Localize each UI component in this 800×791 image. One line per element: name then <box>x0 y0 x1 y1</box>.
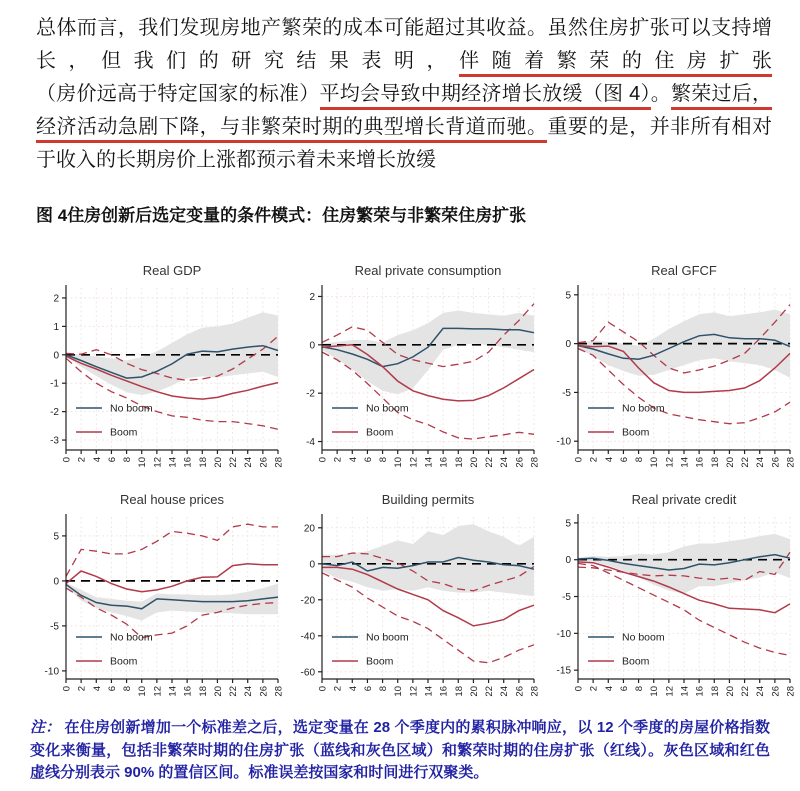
x-tick-label: 6 <box>106 457 118 463</box>
x-tick-label: 16 <box>438 686 450 697</box>
x-tick-label: 4 <box>603 686 615 692</box>
noboom-confidence-band <box>578 534 790 594</box>
x-tick-label: 14 <box>679 686 691 697</box>
x-tick-label: 18 <box>453 686 465 697</box>
chart-real-private-consumption <box>284 259 540 476</box>
x-tick-label: 18 <box>453 457 465 468</box>
chart-real-private-credit <box>540 488 796 705</box>
x-tick-label: 12 <box>664 686 676 697</box>
x-tick-label: 8 <box>122 686 134 692</box>
intro-segment-underlined: 伴随着繁荣的住房扩张 <box>459 50 772 77</box>
x-tick-label: 2 <box>76 686 88 692</box>
x-tick-label: 0 <box>317 686 329 692</box>
legend-label-noboom: No boom <box>110 402 153 415</box>
x-tick-label: 20 <box>468 686 480 697</box>
x-tick-label: 14 <box>679 457 691 468</box>
x-tick-label: 0 <box>573 686 585 692</box>
x-tick-label: 8 <box>634 686 646 692</box>
x-tick-label: 8 <box>634 457 646 463</box>
chart-real-house-prices <box>28 488 284 705</box>
x-tick-label: 0 <box>61 686 73 692</box>
x-tick-label: 10 <box>393 686 405 697</box>
intro-segment: 重要的是，并非所有相对于收入的长期房价上涨都预示着未来增长放缓 <box>36 116 773 171</box>
x-tick-label: 20 <box>212 686 224 697</box>
x-tick-label: 10 <box>137 457 149 468</box>
intro-segment: 总体而言，我们发现房地产繁荣的成本可能超过其收益。虽然住房扩张可以支持增长，但我们的研究结果表明， <box>36 17 772 72</box>
x-tick-label: 26 <box>258 686 270 697</box>
noboom-confidence-band <box>322 524 534 596</box>
x-tick-label: 14 <box>423 686 435 697</box>
chart-title: Building permits <box>381 492 475 507</box>
x-tick-label: 22 <box>484 457 496 468</box>
x-tick-label: 4 <box>347 686 359 692</box>
chart-svg-3 <box>28 488 284 705</box>
y-tick-label: -4 <box>306 437 315 449</box>
x-tick-label: 28 <box>785 457 796 468</box>
y-tick-label: -15 <box>556 665 571 677</box>
chart-svg-1 <box>284 259 540 476</box>
x-tick-label: 12 <box>152 686 164 697</box>
x-tick-label: 20 <box>724 457 736 468</box>
y-tick-label: 2 <box>53 293 59 305</box>
x-tick-label: 16 <box>438 457 450 468</box>
x-tick-label: 6 <box>618 457 630 463</box>
y-tick-label: 0 <box>53 576 59 588</box>
x-tick-label: 24 <box>243 457 255 468</box>
chart-building-permits <box>284 488 540 705</box>
chart-svg-5 <box>540 488 796 705</box>
x-tick-label: 2 <box>588 457 600 463</box>
x-tick-label: 6 <box>362 457 374 463</box>
legend-label-noboom: No boom <box>110 631 153 644</box>
figure-note-text: 在住房创新增加一个标准差之后，选定变量在 28 个季度内的累积脉冲响应，以 12 个季度的房屋价格指数变化来衡量，包括非繁荣时期的住房扩张（蓝线和灰色区域）和繁荣时期的住房扩张（红线）。灰色区域和红色虚线分别表示 90% 的置信区间。标准误差按国家和时间进行双聚类。 <box>30 719 770 781</box>
chart-title: Real GDP <box>142 263 202 278</box>
figure-note <box>30 717 770 785</box>
x-tick-label: 24 <box>243 686 255 697</box>
x-tick-label: 12 <box>664 457 676 468</box>
y-tick-label: 0 <box>565 555 571 567</box>
y-tick-label: 0 <box>565 339 571 351</box>
noboom-confidence-band <box>66 583 278 621</box>
x-tick-label: 18 <box>709 457 721 468</box>
x-tick-label: 12 <box>408 457 420 468</box>
figure-caption <box>36 203 800 229</box>
legend-label-boom: Boom <box>110 426 138 439</box>
y-tick-label: -5 <box>562 592 571 604</box>
x-tick-label: 14 <box>167 457 179 468</box>
x-tick-label: 4 <box>91 457 103 463</box>
y-tick-label: -3 <box>50 435 59 447</box>
y-tick-label: 0 <box>309 340 315 352</box>
y-tick-label: 5 <box>565 518 571 530</box>
intro-segment: （房价远高于特定国家的标准） <box>36 83 320 105</box>
chart-svg-4 <box>284 488 540 705</box>
figure-caption-number: 图 4 <box>36 206 68 225</box>
x-tick-label: 6 <box>362 686 374 692</box>
x-tick-label: 22 <box>228 457 240 468</box>
x-tick-label: 12 <box>408 686 420 697</box>
x-tick-label: 10 <box>649 686 661 697</box>
x-tick-label: 14 <box>423 457 435 468</box>
y-tick-label: 1 <box>53 321 59 333</box>
legend-label-noboom: No boom <box>366 631 409 644</box>
chart-svg-0 <box>28 259 284 476</box>
x-tick-label: 18 <box>197 457 209 468</box>
y-tick-label: 20 <box>303 523 315 535</box>
y-tick-label: -10 <box>556 436 571 448</box>
y-tick-label: -10 <box>556 628 571 640</box>
y-tick-label: -2 <box>50 407 59 419</box>
y-tick-label: 5 <box>53 531 59 543</box>
x-tick-label: 2 <box>588 686 600 692</box>
x-tick-label: 6 <box>106 686 118 692</box>
x-tick-label: 22 <box>484 686 496 697</box>
chart-title: Real private credit <box>631 492 737 507</box>
x-tick-label: 20 <box>212 457 224 468</box>
y-tick-label: -20 <box>300 595 315 607</box>
legend-label-boom: Boom <box>366 426 394 439</box>
legend-label-boom: Boom <box>622 655 650 668</box>
y-tick-label: 0 <box>309 559 315 571</box>
y-tick-label: -5 <box>50 621 59 633</box>
x-tick-label: 22 <box>740 457 752 468</box>
chart-real-gfcf <box>540 259 796 476</box>
x-tick-label: 20 <box>468 457 480 468</box>
y-tick-label: -40 <box>300 631 315 643</box>
y-tick-label: -60 <box>300 667 315 679</box>
intro-segment: 。 <box>650 83 672 105</box>
x-tick-label: 12 <box>152 457 164 468</box>
y-tick-label: -10 <box>44 666 59 678</box>
x-tick-label: 26 <box>514 457 526 468</box>
x-tick-label: 24 <box>499 457 511 468</box>
y-tick-label: -5 <box>562 387 571 399</box>
x-tick-label: 24 <box>755 686 767 697</box>
x-tick-label: 16 <box>182 686 194 697</box>
intro-segment-underlined: 平均会导致中期经济增长放缓（图 4） <box>320 83 651 110</box>
chart-title: Real house prices <box>119 492 225 507</box>
y-tick-label: -2 <box>306 388 315 400</box>
legend-label-boom: Boom <box>366 655 394 668</box>
intro-paragraph <box>36 12 772 177</box>
x-tick-label: 22 <box>740 686 752 697</box>
x-tick-label: 16 <box>182 457 194 468</box>
y-tick-label: -1 <box>50 378 59 390</box>
x-tick-label: 14 <box>167 686 179 697</box>
y-tick-label: 5 <box>565 290 571 302</box>
legend-label-boom: Boom <box>110 655 138 668</box>
legend-label-boom: Boom <box>622 426 650 439</box>
x-tick-label: 10 <box>649 457 661 468</box>
noboom-confidence-band <box>322 311 534 395</box>
legend-label-noboom: No boom <box>366 402 409 415</box>
x-tick-label: 26 <box>514 686 526 697</box>
figure-grid <box>28 259 800 705</box>
x-tick-label: 28 <box>529 686 540 697</box>
x-tick-label: 0 <box>573 457 585 463</box>
x-tick-label: 26 <box>770 457 782 468</box>
x-tick-label: 10 <box>393 457 405 468</box>
intro-segment-underlined: 繁荣过后，经济活动急剧下降，与非繁荣时期的典型增长背道而驰。 <box>36 83 772 143</box>
x-tick-label: 2 <box>332 457 344 463</box>
x-tick-label: 28 <box>273 457 284 468</box>
x-tick-label: 4 <box>91 686 103 692</box>
legend-label-noboom: No boom <box>622 402 665 415</box>
chart-svg-2 <box>540 259 796 476</box>
x-tick-label: 0 <box>317 457 329 463</box>
x-tick-label: 18 <box>709 686 721 697</box>
x-tick-label: 24 <box>755 457 767 468</box>
x-tick-label: 4 <box>603 457 615 463</box>
x-tick-label: 6 <box>618 686 630 692</box>
figure-caption-text: 住房创新后选定变量的条件模式：住房繁荣与非繁荣住房扩张 <box>67 206 527 225</box>
x-tick-label: 0 <box>61 457 73 463</box>
chart-real-gdp <box>28 259 284 476</box>
x-tick-label: 24 <box>499 686 511 697</box>
x-tick-label: 16 <box>694 457 706 468</box>
legend-label-noboom: No boom <box>622 631 665 644</box>
x-tick-label: 20 <box>724 686 736 697</box>
x-tick-label: 2 <box>76 457 88 463</box>
x-tick-label: 16 <box>694 686 706 697</box>
x-tick-label: 18 <box>197 686 209 697</box>
chart-title: Real GFCF <box>651 263 717 278</box>
x-tick-label: 8 <box>378 686 390 692</box>
chart-title: Real private consumption <box>354 263 502 278</box>
x-tick-label: 2 <box>332 686 344 692</box>
x-tick-label: 4 <box>347 457 359 463</box>
x-tick-label: 22 <box>228 686 240 697</box>
x-tick-label: 28 <box>785 686 796 697</box>
x-tick-label: 28 <box>273 686 284 697</box>
figure-note-prefix: 注： <box>30 719 61 736</box>
x-tick-label: 8 <box>378 457 390 463</box>
x-tick-label: 26 <box>258 457 270 468</box>
x-tick-label: 10 <box>137 686 149 697</box>
x-tick-label: 28 <box>529 457 540 468</box>
y-tick-label: 2 <box>309 291 315 303</box>
x-tick-label: 8 <box>122 457 134 463</box>
x-tick-label: 26 <box>770 686 782 697</box>
y-tick-label: 0 <box>53 350 59 362</box>
